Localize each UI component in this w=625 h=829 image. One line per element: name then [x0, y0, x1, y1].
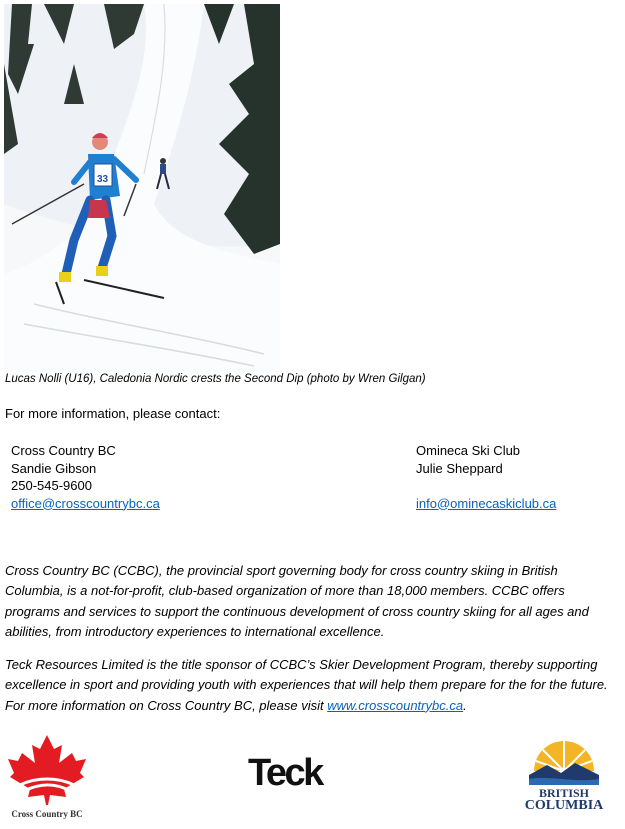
about-ccbc-paragraph: Cross Country BC (CCBC), the provincial sport governing body for cross country skiing in British Columbia, is a not-for-profit, club-based organization of more than 18,000 members. CCBC offers programs and services to support the continuous development of cross country skiing for all ages and abilities, from introductory experiences to international excellence. [5, 563, 589, 639]
bc-logo-line2: COLUMBIA [524, 798, 604, 813]
contact-blank-line [416, 477, 556, 495]
svg-text:33: 33 [97, 174, 109, 185]
contact-phone: 250-545-9600 [11, 478, 92, 493]
bc-sun-icon [517, 735, 611, 785]
bc-logo-line1: BRITISH [538, 786, 590, 800]
paragraph-end: . [463, 697, 467, 713]
contact-email-link[interactable]: office@crosscountrybc.ca [11, 495, 160, 511]
teck-sponsor-text: Teck Resources Limited is the title sponsor of CCBC’s Skier Development Program, thereby supporting excellence in sport and providing youth with experiences that will help them prepare for the for the future. For more information on Cross Country BC, please visit [5, 657, 608, 713]
teck-sponsor-paragraph [5, 655, 615, 716]
contact-org: Omineca Ski Club [416, 443, 521, 458]
contact-omineca [416, 442, 556, 512]
contact-ccbc [11, 442, 160, 512]
skier-photo-illustration [4, 4, 280, 372]
ccbc-logo [6, 733, 88, 819]
ccbc-logo-text: Cross Country BC [11, 809, 83, 819]
contact-name: Sandie Gibson [11, 460, 97, 476]
teck-logo: Teck [248, 752, 322, 794]
ccbc-website-link[interactable]: www.crosscountrybc.ca [327, 697, 464, 713]
contact-name: Julie Sheppard [416, 460, 503, 476]
maple-leaf-icon [6, 733, 88, 805]
photo-caption: Lucas Nolli (U16), Caledonia Nordic crests the Second Dip (photo by Wren Gilgan) [5, 373, 426, 385]
skier-photo [4, 4, 280, 372]
contact-email-link[interactable]: info@ominecaskiclub.ca [416, 495, 557, 511]
contact-org: Cross Country BC [11, 443, 116, 458]
bc-logo [517, 735, 611, 819]
contact-intro: For more information, please contact: [5, 406, 221, 421]
